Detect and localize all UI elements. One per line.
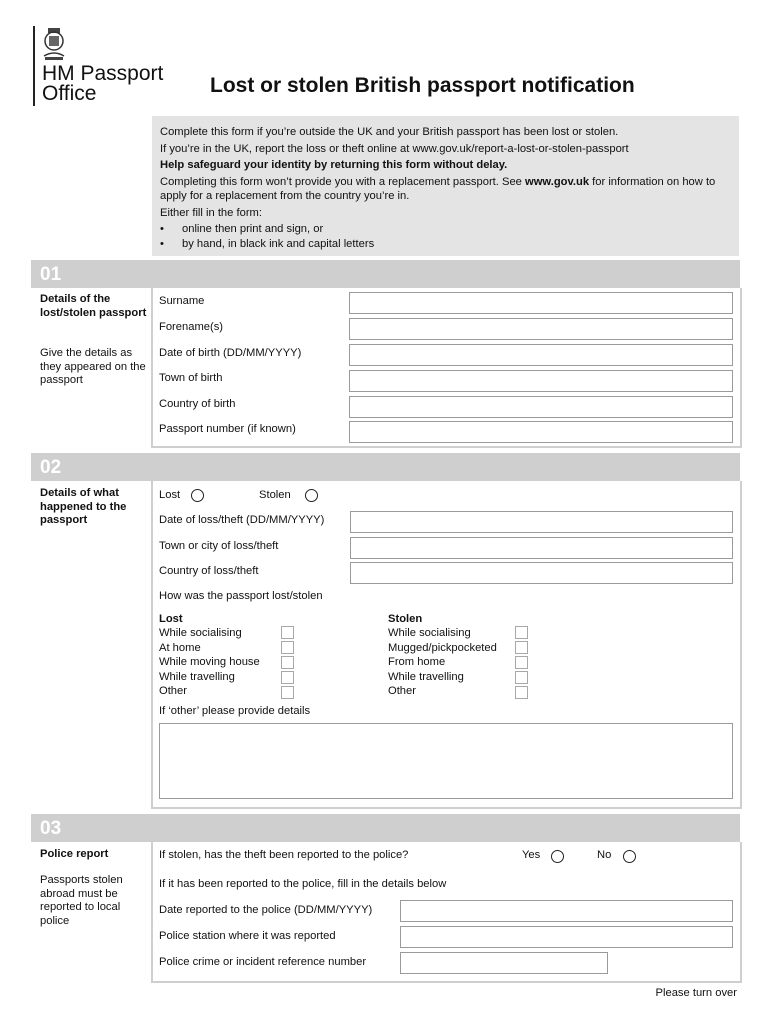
section-03-note: Passports stolen abroad must be reported to local police — [40, 874, 123, 927]
lost-option-checkbox[interactable] — [281, 641, 294, 654]
brand-line1: HM Passport — [42, 62, 164, 85]
section-02-header — [31, 453, 740, 481]
forenames-field[interactable] — [349, 318, 733, 340]
passport-number-field[interactable] — [349, 421, 733, 443]
no-label: No — [597, 849, 612, 861]
lost-radio[interactable] — [191, 489, 204, 502]
reference-number-field[interactable] — [400, 952, 608, 974]
section-number: 02 — [40, 457, 62, 478]
town-of-birth-label: Town of birth — [159, 372, 223, 384]
intro-bullets — [160, 222, 735, 252]
police-station-label: Police station where it was reported — [159, 930, 336, 942]
stolen-option-label: Mugged/pickpocketed — [388, 642, 497, 654]
stolen-option-checkbox[interactable] — [515, 671, 528, 684]
date-of-birth-label: Date of birth (DD/MM/YYYY) — [159, 347, 302, 359]
section-number: 01 — [40, 264, 62, 285]
country-of-birth-field[interactable] — [349, 396, 733, 418]
date-of-loss-label: Date of loss/theft (DD/MM/YYYY) — [159, 514, 325, 526]
no-radio[interactable] — [623, 850, 636, 863]
lost-option-checkbox[interactable] — [281, 656, 294, 669]
surname-label: Surname — [159, 295, 205, 307]
intro-line4 — [160, 175, 735, 204]
date-of-birth-field[interactable] — [349, 344, 733, 366]
date-of-loss-field[interactable] — [350, 511, 733, 533]
town-of-loss-field[interactable] — [350, 537, 733, 559]
section-03-header — [31, 814, 740, 842]
yes-label: Yes — [522, 849, 541, 861]
lost-option-checkbox[interactable] — [281, 671, 294, 684]
how-lost-label: How was the passport lost/stolen — [159, 590, 323, 602]
police-question-label: If stolen, has the theft been reported to the police? — [159, 849, 409, 861]
stolen-option-label: While socialising — [388, 627, 471, 639]
other-details-label: If ‘other’ please provide details — [159, 705, 311, 717]
section-number: 03 — [40, 818, 62, 839]
lost-label: Lost — [159, 489, 181, 501]
other-details-textarea[interactable] — [159, 723, 733, 799]
intro-line2: If you’re in the UK, report the loss or theft online at www.gov.uk/report-a-lost-or-stolen-passport — [160, 142, 629, 155]
intro-line1: Complete this form if you’re outside the UK and your British passport has been lost or stolen. — [160, 126, 619, 138]
gov-link[interactable]: www.gov.uk — [525, 175, 590, 188]
bullet-icon: • — [160, 238, 164, 250]
stolen-label: Stolen — [259, 489, 291, 501]
forenames-label: Forename(s) — [159, 321, 224, 333]
section-01-header — [31, 260, 740, 288]
reference-number-label: Police crime or incident reference number — [159, 956, 367, 968]
lost-option-label: At home — [159, 642, 201, 654]
police-station-field[interactable] — [400, 926, 733, 948]
lost-heading: Lost — [159, 613, 183, 625]
royal-crest-icon — [40, 26, 68, 62]
stolen-heading: Stolen — [388, 613, 423, 625]
stolen-option-label: From home — [388, 656, 446, 668]
page-title: Lost or stolen British passport notification — [210, 74, 635, 97]
country-of-loss-field[interactable] — [350, 562, 733, 584]
intro-line5: Either fill in the form: — [160, 206, 262, 219]
turn-over-note: Please turn over — [655, 987, 737, 999]
date-reported-label: Date reported to the police (DD/MM/YYYY) — [159, 904, 373, 916]
stolen-option-checkbox[interactable] — [515, 686, 528, 699]
stolen-option-checkbox[interactable] — [515, 656, 528, 669]
date-reported-field[interactable] — [400, 900, 733, 922]
section-01-note: Give the details as they appeared on the passport — [40, 347, 146, 386]
section-01-heading: Details of the lost/stolen passport — [40, 293, 147, 319]
surname-field[interactable] — [349, 292, 733, 314]
lost-option-checkbox[interactable] — [281, 686, 294, 699]
brand-line2: Office — [42, 82, 97, 105]
stolen-option-checkbox[interactable] — [515, 641, 528, 654]
country-of-loss-label: Country of loss/theft — [159, 565, 259, 577]
list-item: • by hand, in black ink and capital letters — [160, 238, 375, 250]
police-instruction: If it has been reported to the police, fill in the details below — [159, 878, 447, 890]
passport-number-label: Passport number (if known) — [159, 423, 296, 435]
lost-option-label: While travelling — [159, 671, 235, 683]
intro-line4a: Completing this form won’t provide you with a replacement passport. See — [160, 175, 526, 188]
intro-line4c: for information on how to apply for a replacement from the country you’re in. — [160, 175, 716, 202]
lost-option-label: Other — [159, 685, 187, 697]
intro-panel — [152, 116, 739, 256]
section-03-heading: Police report — [40, 848, 109, 860]
stolen-option-label: While travelling — [388, 671, 464, 683]
stolen-radio[interactable] — [305, 489, 318, 502]
country-of-birth-label: Country of birth — [159, 398, 236, 410]
lost-option-checkbox[interactable] — [281, 626, 294, 639]
town-of-loss-label: Town or city of loss/theft — [159, 540, 279, 552]
town-of-birth-field[interactable] — [349, 370, 733, 392]
section-02-heading: Details of what happened to the passport — [40, 487, 127, 526]
stolen-option-label: Other — [388, 685, 416, 697]
lost-option-label: While moving house — [159, 656, 260, 668]
bullet-icon: • — [160, 223, 164, 235]
intro-line3: Help safeguard your identity by returning this form without delay. — [160, 159, 508, 171]
stolen-option-checkbox[interactable] — [515, 626, 528, 639]
lost-option-label: While socialising — [159, 627, 242, 639]
yes-radio[interactable] — [551, 850, 564, 863]
list-item: • online then print and sign, or — [160, 223, 324, 235]
brand-divider — [33, 26, 35, 106]
brand-logo — [42, 64, 163, 104]
